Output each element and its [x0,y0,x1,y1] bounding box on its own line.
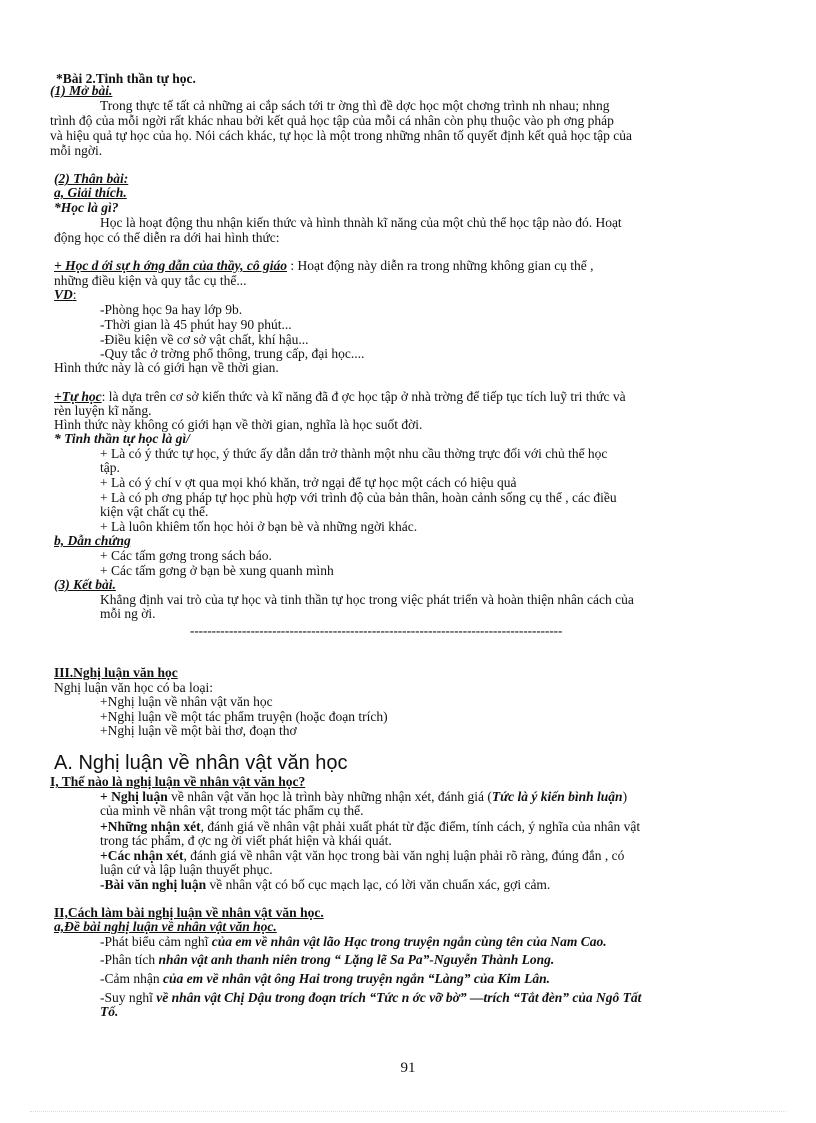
para-1-line-2: của mình về nhân vật trong một tác phẩm cụ thể. [100,803,364,818]
intro-line-1: Trong thực tế tất cả những ai cắp sách tới tr ờng thì đề dợc học một chơng trình nh nhau; nhng [100,98,610,113]
explain-label: a, Giải thích. [54,185,127,200]
example-label: VD: [54,287,77,302]
self-study-label: +Tự học [54,389,102,404]
example-item: -Phòng học 9a hay lớp 9b. [100,302,243,317]
page-bottom-rule [30,1111,786,1112]
section-divider: -------------------------------------------------------------------------------------- [190,623,563,638]
guided-learning-line-2: những điều kiện và quy tắc cụ thể... [54,273,247,288]
topic-3: -Cảm nhận của em về nhân vật ông Hai trong truyện ngắn “Làng” của Kim Lân. [100,971,551,986]
spirit-question: * Tinh thần tự học là gì/ [54,431,190,446]
form-note-2: Hình thức này không có giới hạn về thời gian, nghĩa là học suốt đời. [54,417,423,432]
topics-label: a,Đề bài nghị luận về nhân vật văn học. [54,919,277,934]
evidence-item: + Các tấm gơng trong sách báo. [100,548,272,563]
section-iii-title: III.Nghị luận văn học [54,665,178,680]
para-3-line-1: +Các nhận xét, đánh giá về nhân vật văn học trong bài văn nghị luận phải rõ ràng, đúng đắn , có [100,848,625,863]
spirit-item-2: + Là có ý chí v ợt qua mọi khó khăn, trở ngại để tự học một cách có hiệu quả [100,475,517,490]
topic-4-cont: Tố. [100,1004,119,1019]
self-study-line-2: rèn luyện kĩ năng. [54,403,152,418]
example-item: -Thời gian là 45 phút hay 90 phút... [100,317,292,332]
learning-line-2: động học có thể diễn ra dới hai hình thức: [54,230,280,245]
example-item: -Điều kiện về cơ sở vật chất, khí hậu... [100,332,309,347]
type-item: +Nghị luận về một bài thơ, đoạn thơ [100,723,297,738]
topic-2: -Phân tích nhân vật anh thanh niên trong “ Lặng lẽ Sa Pa”-Nguyễn Thành Long. [100,952,555,967]
para-2-line-2: trong tác phẩm, đ ợc ng ời viết phát hiện và khái quát. [100,833,392,848]
guided-learning-line-1 [54,259,594,273]
lesson-title: *Bài 2.Tinh thần tự học. [56,71,196,86]
spirit-item-3: + Là có ph ơng pháp tự học phù hợp với trình độ của bản thân, hoàn cảnh sống cụ thể , các điều [100,490,617,505]
intro-line-4: mỗi ngời. [50,143,103,158]
spirit-item-1-cont: tập. [100,460,120,475]
form-note-1: Hình thức này là có giới hạn về thời gian. [54,360,279,375]
topic-1: -Phát biểu cảm nghĩ của em về nhân vật lão Hạc trong truyện ngắn cùng tên của Nam Cao. [100,934,607,949]
spirit-item-1: + Là có ý thức tự học, ý thức ấy dẫn dắn trở thành một nhu cầu thờng trực đối với chủ thể học [100,446,608,461]
intro-line-2: trình độ của mỗi ngời rất khác nhau bởi kết quả học tập của mỗi cá nhân còn phụ thuộc vào ph ơng pháp [50,113,614,128]
question-2: II,Cách làm bài nghị luận về nhân vật văn học. [54,905,324,920]
spirit-item-3-cont: kiện vật chất cụ thể. [100,504,209,519]
para-1-line-1: + Nghị luận về nhân vật văn học là trình bày những nhận xét, đánh giá (Tức là ý kiến bình luận) [100,789,628,804]
guided-learning-text: : Hoạt động này diễn ra trong những không gian cụ thể , [287,258,594,273]
intro-line-3: và hiệu quả tự học của họ. Nói cách khác, tự học là một trong những nhân tố quyết định kết quả học tập của [50,128,633,143]
self-study-line-1: +Tự học: là dựa trên cơ sở kiến thức và kĩ năng đã đ ợc học tập ở nhà trờng để tiếp tục tích luỹ tri thức và [54,389,626,404]
learning-line-1: Học là hoạt động thu nhận kiến thức và hình thnàh kĩ năng của một chủ thể học tập nào đó. Hoạt [100,215,622,230]
evidence-item: + Các tấm gơng ở bạn bè xung quanh mình [100,563,334,578]
conclusion-line-1: Khẳng định vai trò của tự học và tinh thần tự học trong việc phát triển và hoàn thiện nhân cách của [100,592,634,607]
intro-label: (1) Mở bài. [50,83,113,98]
para-3-line-2: luận cứ và lập luận thuyết phục. [100,862,273,877]
guided-learning-label: + Học d ới sự h ớng dẫn của thầy, cô giáo [54,258,288,273]
evidence-label: b, Dẫn chứng [54,533,131,548]
example-item: -Quy tắc ở trờng phổ thông, trung cấp, đại học.... [100,346,365,361]
spirit-item-4: + Là luôn khiêm tốn học hỏi ở bạn bè và những ngời khác. [100,519,418,534]
page-number: 91 [400,1060,416,1076]
type-item: +Nghị luận về một tác phẩm truyện (hoặc đoạn trích) [100,709,388,724]
learning-question: *Học là gì? [54,200,119,215]
para-2-line-1: +Những nhận xét, đánh giá về nhân vật phải xuất phát từ đặc điểm, tính cách, ý nghĩa của nhân vật [100,819,641,834]
para-4: -Bài văn nghị luận về nhân vật có bố cục mạch lạc, có lời văn chuẩn xác, gợi cảm. [100,877,551,892]
type-item: +Nghị luận về nhân vật văn học [100,694,273,709]
heading-a: A. Nghị luận về nhân vật văn học [54,752,348,774]
conclusion-label: (3) Kết bài. [54,577,116,592]
conclusion-line-2: mỗi ng ời. [100,606,156,621]
body-label: (2) Thân bài: [54,171,129,186]
section-iii-intro: Nghị luận văn học có ba loại: [54,680,213,695]
question-1: I, Thế nào là nghị luận về nhân vật văn học? [50,774,306,789]
topic-4: -Suy nghĩ về nhân vật Chị Dậu trong đoạn trích “Tức n ớc vỡ bờ” —trích “Tắt đèn” của Ngô Tất [100,990,642,1005]
